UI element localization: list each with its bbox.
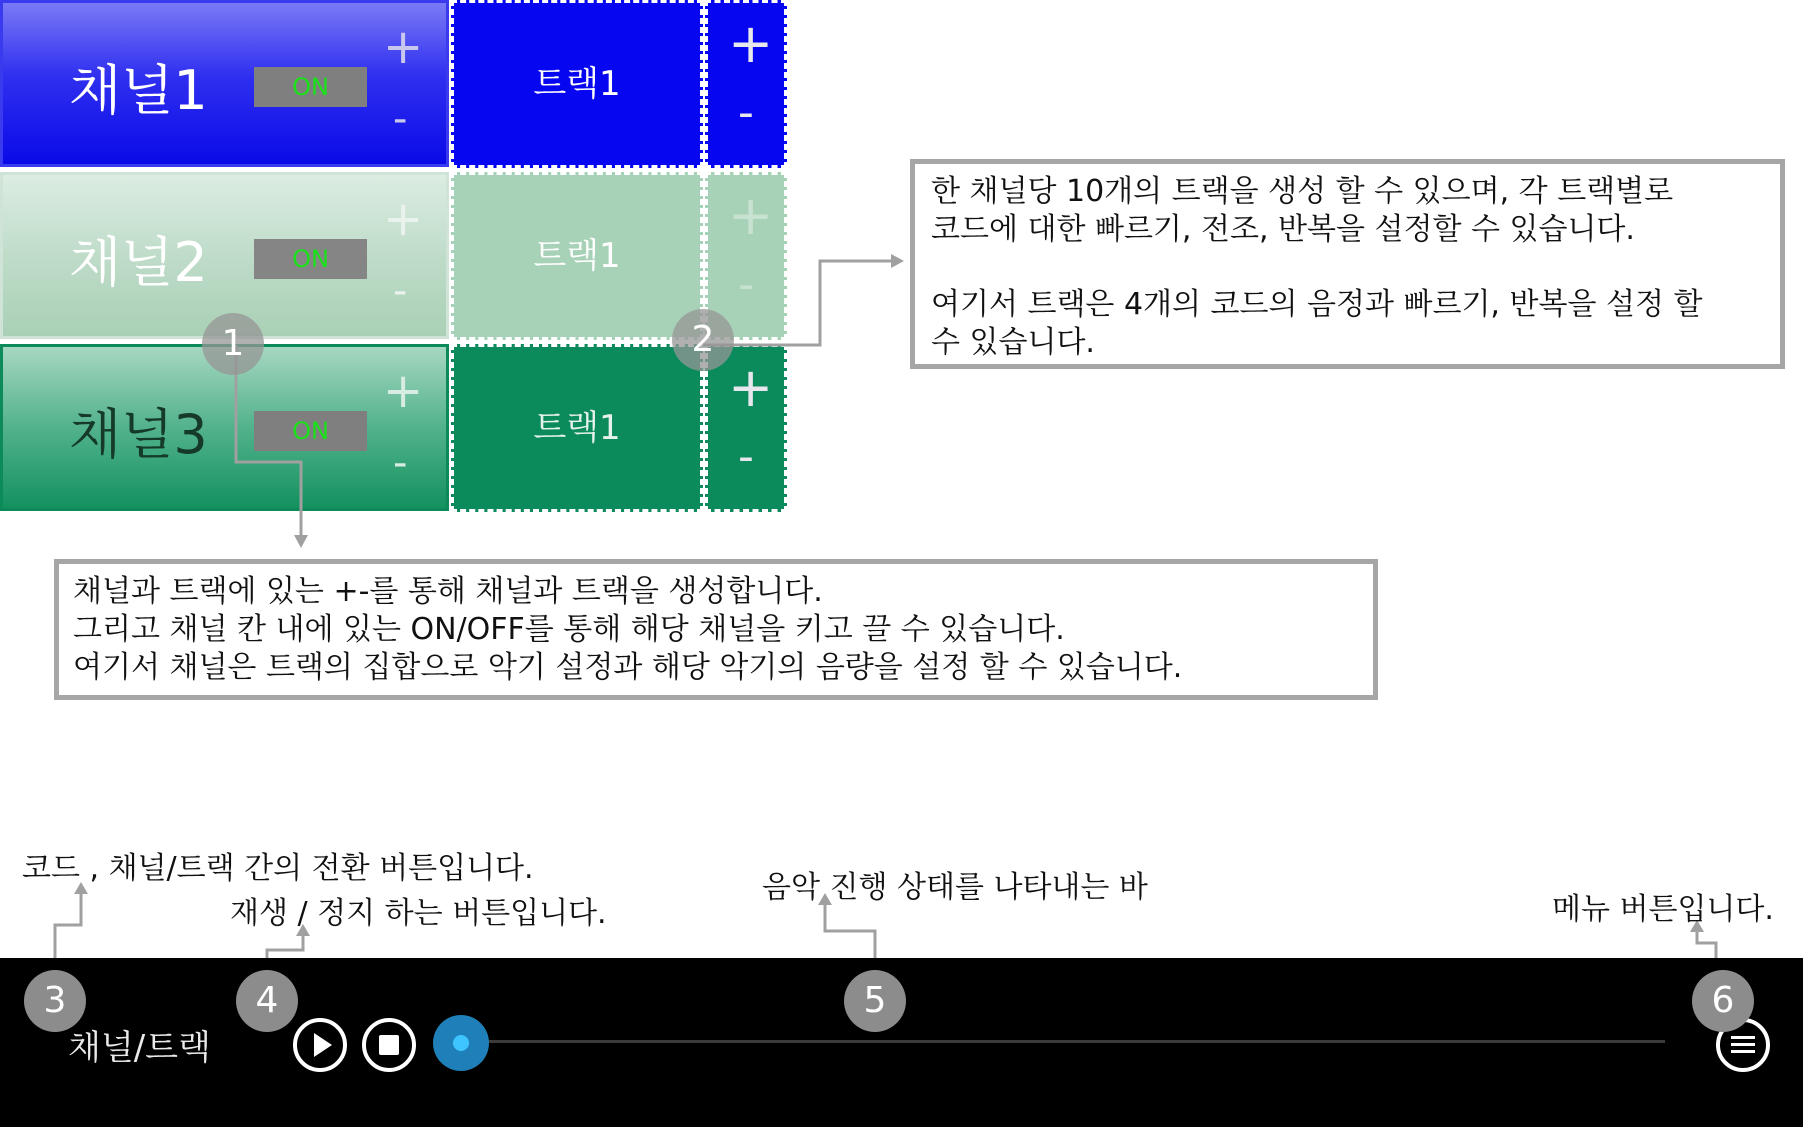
switch-button-annotation: 코드 , 채널/트랙 간의 전환 버튼입니다. [22, 851, 534, 886]
channel-name: 채널1 [69, 59, 208, 122]
play-icon [314, 1033, 332, 1057]
remove-track-button[interactable]: - [738, 259, 754, 310]
play-button[interactable] [293, 1018, 347, 1072]
stop-button[interactable] [362, 1018, 416, 1072]
progress-annotation: 음악 진행 상태를 나타내는 바 [762, 870, 1148, 905]
annotation-badge-3: 3 [24, 970, 86, 1032]
annotation-badge-1: 1 [202, 313, 264, 375]
callout-line: 채널과 트랙에 있는 +-를 통해 채널과 트랙을 생성합니다. [73, 574, 823, 609]
annotation-badge-4: 4 [236, 970, 298, 1032]
channel-toggle-button[interactable]: ON [254, 67, 367, 107]
remove-track-button[interactable]: - [738, 87, 754, 138]
channel-toggle-button[interactable]: ON [254, 411, 367, 451]
add-channel-button[interactable]: + [383, 363, 424, 419]
add-track-button[interactable]: + [728, 184, 774, 247]
menu-annotation: 메뉴 버튼입니다. [1552, 892, 1774, 927]
callout-line: 여기서 트랙은 4개의 코드의 음정과 빠르기, 반복을 설정 할 [931, 287, 1703, 322]
progress-track[interactable] [470, 1040, 1665, 1043]
remove-channel-button[interactable]: - [393, 268, 408, 314]
callout-line: 수 있습니다. [931, 325, 1095, 360]
channel-info-callout [54, 559, 1378, 700]
channel-toggle-button[interactable]: ON [254, 239, 367, 279]
track-cell-1[interactable]: 트랙1 [451, 0, 703, 168]
play-stop-annotation: 재생 / 정지 하는 버튼입니다. [230, 896, 607, 931]
callout-line: 여기서 채널은 트랙의 집합으로 악기 설정과 해당 악기의 음량을 설정 할 수 있습니다. [73, 650, 1183, 685]
callout-line: 그리고 채널 칸 내에 있는 ON/OFF를 통해 해당 채널을 키고 끌 수 있습니다. [73, 612, 1065, 647]
callout-line: 한 채널당 10개의 트랙을 생성 할 수 있으며, 각 트랙별로 [931, 174, 1674, 209]
channel-name: 채널3 [69, 403, 208, 466]
remove-channel-button[interactable]: - [393, 440, 408, 486]
track-cell-3[interactable]: 트랙1 [451, 344, 703, 512]
progress-slider-handle[interactable] [433, 1015, 489, 1071]
channel-name: 채널2 [69, 231, 208, 294]
annotation-badge-5: 5 [844, 970, 906, 1032]
track-cell-2[interactable]: 트랙1 [451, 172, 703, 340]
mode-switch-button[interactable]: 채널/트랙 [68, 1028, 211, 1068]
track-info-callout [910, 159, 1785, 369]
callout-line: 코드에 대한 빠르기, 전조, 반복을 설정할 수 있습니다. [931, 212, 1635, 247]
add-channel-button[interactable]: + [383, 191, 424, 247]
add-channel-button[interactable]: + [383, 19, 424, 75]
slider-knob-dot [453, 1035, 469, 1051]
stop-icon [379, 1035, 399, 1055]
remove-track-button[interactable]: - [738, 431, 754, 482]
annotation-badge-2: 2 [672, 309, 734, 371]
add-track-button[interactable]: + [728, 356, 774, 419]
annotation-badge-6: 6 [1692, 970, 1754, 1032]
remove-channel-button[interactable]: - [393, 96, 408, 142]
add-track-button[interactable]: + [728, 12, 774, 75]
